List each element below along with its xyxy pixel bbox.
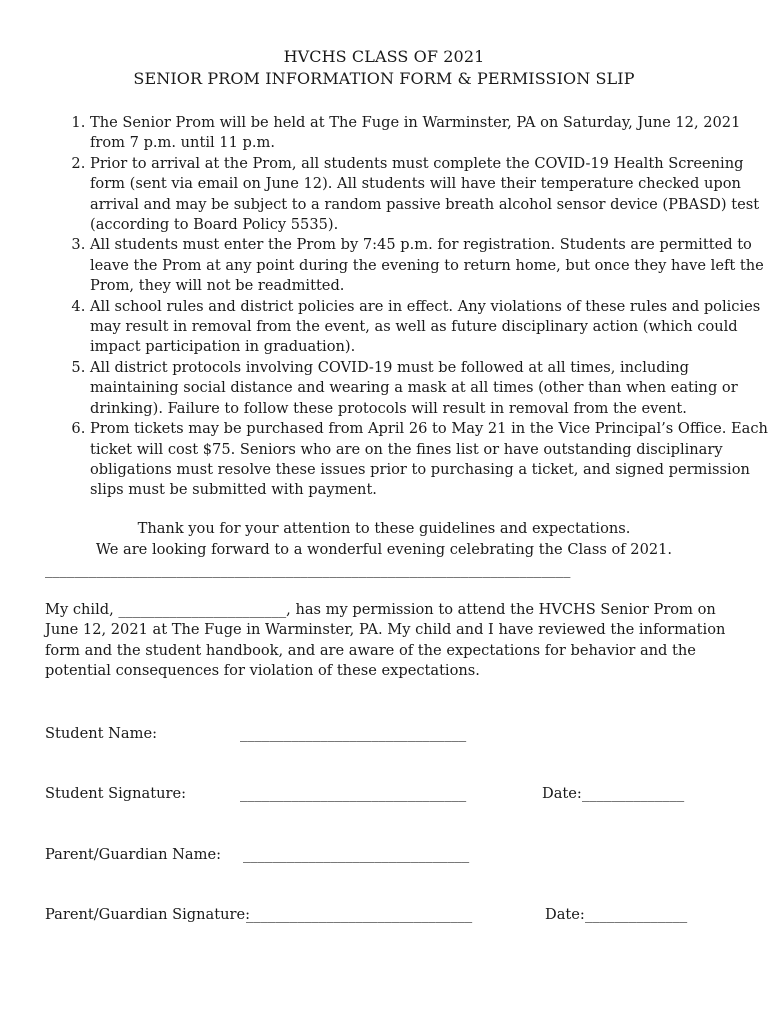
parent-date-blank[interactable]: ______________ xyxy=(585,906,688,923)
parent-date-label: Date: xyxy=(545,906,585,923)
rule-item: 1. The Senior Prom will be held at The Fuge in Warminster, PA on Saturday, June 12, 2021 from 7 p.m. until 11 p.m. xyxy=(90,113,768,154)
student-name-row xyxy=(45,724,467,744)
parent-name-row xyxy=(45,845,470,865)
parent-name-label: Parent/Guardian Name: xyxy=(45,846,222,863)
parent-name-blank[interactable]: _______________________________ xyxy=(243,846,470,863)
parent-signature-row xyxy=(45,905,688,925)
rule-item: 6. Prom tickets may be purchased from April 26 to May 21 in the Vice Principal’s Office. Each ticket will cost $75. Seniors who are on the fines list or have outstanding disciplinary obligations must resolve these issues prior to purchasing a ticket, and signed permission slips must be submitted with payment. xyxy=(90,419,768,501)
rule-item: 4. All school rules and district policies are in effect. Any violations of these rules and policies may result in removal from the event, as well as future disciplinary action (which could impact participation in graduation). xyxy=(90,297,768,358)
student-name-blank[interactable]: _______________________________ xyxy=(240,725,467,742)
parent-signature-blank[interactable]: _______________________________ xyxy=(246,906,473,923)
student-signature-blank[interactable]: _______________________________ xyxy=(240,785,467,802)
rule-item: 5. All district protocols involving COVID-19 must be followed at all times, including maintaining social distance and wearing a mask at all times (other than when eating or drinking). Failure to follow these protocols will result in removal from the event. xyxy=(90,358,768,419)
permission-statement: My child, _______________________, has my permission to attend the HVCHS Senior Prom on June 12, 2021 at The Fuge in Warminster, PA. My child and I have reviewed the information form and the student handbook, and are aware of the expectations for behavior and the potential consequences for violation of these expectations. xyxy=(45,601,726,680)
student-signature-row xyxy=(45,784,685,804)
rule-item: 2. Prior to arrival at the Prom, all students must complete the COVID-19 Health Screening form (sent via email on June 12). All students will have their temperature checked upon arrival and may be subject to a random passive breath alcohol sensor device (PBASD) test (according to Board Policy 5535). xyxy=(90,154,768,236)
form-title-line1: HVCHS CLASS OF 2021 xyxy=(283,47,485,66)
rule-item: 3. All students must enter the Prom by 7:45 p.m. for registration. Students are permitted to leave the Prom at any point during the evening to return home, but once they have left the Prom, they will not be readmitted. xyxy=(90,235,768,296)
form-title-line2: SENIOR PROM INFORMATION FORM & PERMISSION SLIP xyxy=(133,69,635,88)
student-signature-label: Student Signature: xyxy=(45,785,187,802)
rules-list xyxy=(52,113,768,501)
parent-signature-label: Parent/Guardian Signature: xyxy=(45,906,251,923)
student-date-label: Date: xyxy=(542,785,582,802)
closing-forward-line: We are looking forward to a wonderful evening celebrating the Class of 2021. xyxy=(95,541,673,558)
student-date-blank[interactable]: ______________ xyxy=(582,785,685,802)
student-name-label: Student Name: xyxy=(45,725,158,742)
cut-line-divider: ________________________________________________________________________ xyxy=(45,561,571,578)
closing-thanks-line: Thank you for your attention to these guidelines and expectations. xyxy=(137,520,631,537)
